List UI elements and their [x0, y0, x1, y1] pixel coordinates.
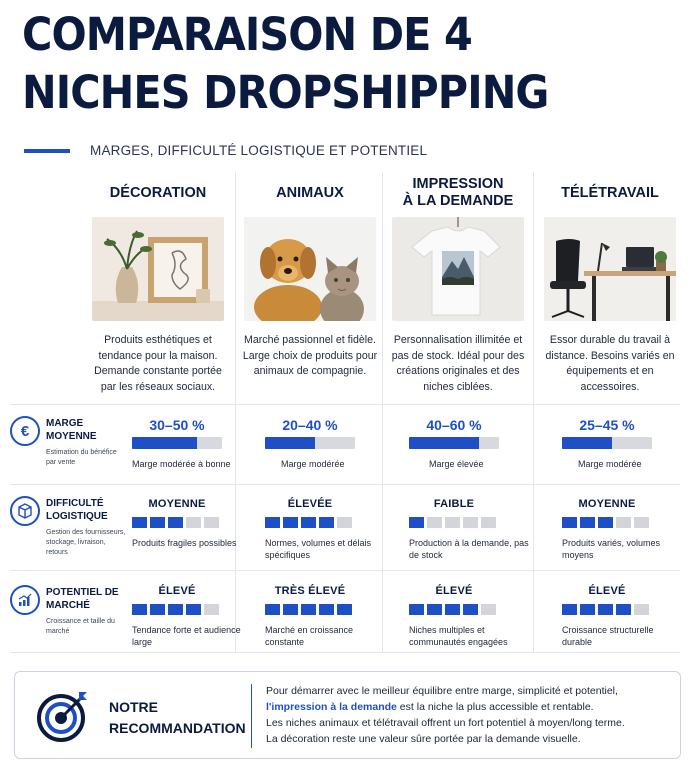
margin-bar-fill — [562, 437, 612, 449]
recommendation-highlight: l'impression à la demande — [266, 701, 397, 713]
rating-square-filled — [409, 517, 424, 528]
margin-cell — [562, 417, 682, 470]
potential-rating — [409, 604, 529, 615]
row-subtitle: Estimation du bénéfice par vente — [46, 449, 117, 466]
rating-square-filled — [463, 604, 478, 615]
logistics-level: MOYENNE — [578, 498, 636, 510]
margin-value: 20–40 % — [282, 417, 338, 433]
margin-note: Marge élevée — [429, 459, 484, 469]
rating-square-filled — [168, 517, 183, 528]
logistics-note: Production à la demande, pas de stock — [409, 538, 529, 560]
margin-bar-fill — [409, 437, 479, 449]
euro-icon: € — [10, 416, 40, 446]
rating-square-filled — [150, 517, 165, 528]
potential-note: Marché en croissance constante — [265, 625, 354, 647]
row-divider — [10, 404, 680, 405]
rating-square-empty — [204, 517, 219, 528]
margin-note: Marge modérée — [578, 459, 642, 469]
recommendation-line — [266, 699, 666, 715]
row-label-logistique — [10, 496, 126, 566]
potential-cell — [132, 585, 252, 648]
niche-title: DÉCORATION — [109, 184, 207, 201]
row-label-potentiel — [10, 585, 122, 645]
rating-square-filled — [301, 604, 316, 615]
niche-description: Personnalisation illimitée et pas de stock. Idéal pour des créations originales et des niches ciblées. — [391, 334, 525, 393]
decoration-photo — [92, 217, 224, 321]
rating-square-filled — [580, 517, 595, 528]
niche-description: Marché passionnel et fidèle. Large choix de produits pour animaux de compagnie. — [242, 334, 378, 377]
logistics-level: MOYENNE — [148, 498, 206, 510]
niche-description: Produits esthétiques et tendance pour la maison. Demande constante portée par les réseaux sociaux. — [94, 334, 222, 393]
row-label-marge — [10, 416, 122, 480]
potential-level: ÉLEVÉ — [158, 585, 196, 597]
rating-square-filled — [319, 604, 334, 615]
rating-square-empty — [634, 517, 649, 528]
row-divider — [10, 484, 680, 485]
margin-cell — [409, 417, 529, 470]
potential-cell — [562, 585, 682, 648]
niche-column-animaux — [236, 172, 384, 380]
logistics-cell — [409, 498, 529, 561]
rating-square-empty — [204, 604, 219, 615]
rating-square-filled — [562, 517, 577, 528]
margin-bar — [132, 437, 222, 449]
rating-square-filled — [168, 604, 183, 615]
rating-square-filled — [427, 604, 442, 615]
rating-square-filled — [409, 604, 424, 615]
margin-value: 25–45 % — [579, 417, 635, 433]
recommendation-line: La décoration reste une valeur sûre portée par la demande visuelle. — [266, 733, 581, 745]
logistics-cell — [132, 498, 252, 549]
rating-square-filled — [616, 604, 631, 615]
logistics-rating — [265, 517, 385, 528]
logistics-level: FAIBLE — [433, 498, 475, 510]
row-subtitle: Croissance et taille du marché — [46, 618, 115, 635]
row-title: MARGE MOYENNE — [46, 418, 97, 442]
niche-column-impression — [384, 172, 532, 395]
margin-note: Marge modérée — [281, 459, 345, 469]
margin-bar-fill — [265, 437, 315, 449]
potential-note: Croissance structurelle durable — [562, 625, 654, 647]
margin-bar-fill — [132, 437, 197, 449]
rating-square-filled — [265, 517, 280, 528]
potential-rating — [265, 604, 385, 615]
rating-square-empty — [427, 517, 442, 528]
rating-square-filled — [598, 604, 613, 615]
rating-square-empty — [463, 517, 478, 528]
niche-title: TÉLÉTRAVAIL — [561, 184, 659, 201]
box-icon — [10, 496, 40, 526]
rating-square-filled — [580, 604, 595, 615]
margin-bar — [265, 437, 355, 449]
chart-icon — [10, 585, 40, 615]
recommendation-text — [266, 683, 666, 747]
margin-note: Marge modérée à bonne — [132, 459, 231, 469]
recommendation-divider — [251, 684, 252, 748]
home-office-desk-photo — [544, 217, 676, 321]
row-divider — [10, 652, 680, 653]
potential-cell — [409, 585, 529, 648]
potential-note: Niches multiples et communautés engagées — [409, 625, 508, 647]
row-title: POTENTIEL DE MARCHÉ — [46, 587, 119, 611]
rating-square-empty — [186, 517, 201, 528]
target-arrow-icon — [35, 688, 91, 744]
rating-square-filled — [445, 604, 460, 615]
potential-cell — [265, 585, 385, 648]
logistics-cell — [265, 498, 385, 561]
rating-square-filled — [186, 604, 201, 615]
margin-bar — [562, 437, 652, 449]
printed-tshirt-photo — [392, 217, 524, 321]
rating-square-filled — [132, 517, 147, 528]
recommendation-line-rest: est la niche la plus accessible et rentable. — [396, 701, 594, 713]
margin-cell — [265, 417, 385, 470]
logistics-rating — [132, 517, 252, 528]
niche-column-teletravail — [536, 172, 684, 395]
subtitle-accent-bar — [24, 149, 70, 153]
rating-square-empty — [481, 517, 496, 528]
row-divider — [10, 570, 680, 571]
logistics-note: Normes, volumes et délais spécifiques — [265, 538, 372, 560]
recommendation-title-text: NOTRE RECOMMANDATION — [109, 699, 246, 736]
row-subtitle: Gestion des fournisseurs, stockage, livraison, retours — [46, 529, 126, 556]
margin-value: 30–50 % — [149, 417, 205, 433]
rating-square-filled — [337, 604, 352, 615]
potential-rating — [132, 604, 252, 615]
logistics-note: Produits fragiles possibles — [132, 538, 237, 548]
rating-square-filled — [132, 604, 147, 615]
rating-square-filled — [283, 517, 298, 528]
column-divider — [533, 172, 534, 652]
dog-and-cat-photo — [244, 217, 376, 321]
logistics-cell — [562, 498, 682, 561]
potential-level: TRÈS ÉLEVÉ — [274, 585, 346, 597]
rating-square-empty — [445, 517, 460, 528]
potential-level: ÉLEVÉ — [588, 585, 626, 597]
margin-bar — [409, 437, 499, 449]
margin-value: 40–60 % — [426, 417, 482, 433]
rating-square-empty — [634, 604, 649, 615]
niche-column-decoration — [84, 172, 232, 395]
logistics-note: Produits variés, volumes moyens — [562, 538, 661, 560]
rating-square-empty — [337, 517, 352, 528]
logistics-rating — [562, 517, 682, 528]
rating-square-empty — [616, 517, 631, 528]
recommendation-title — [109, 697, 246, 739]
rating-square-filled — [319, 517, 334, 528]
logistics-level: ÉLEVÉE — [287, 498, 333, 510]
page-title: COMPARAISON DE 4 NICHES DROPSHIPPING — [22, 8, 549, 119]
rating-square-empty — [481, 604, 496, 615]
margin-cell — [132, 417, 252, 470]
rating-square-filled — [301, 517, 316, 528]
niche-title: ANIMAUX — [276, 184, 344, 201]
rating-square-filled — [150, 604, 165, 615]
niche-title: IMPRESSION À LA DEMANDE — [402, 176, 514, 209]
page-subtitle: MARGES, DIFFICULTÉ LOGISTIQUE ET POTENTIEL — [90, 143, 428, 158]
rating-square-filled — [283, 604, 298, 615]
potential-rating — [562, 604, 682, 615]
rating-square-filled — [562, 604, 577, 615]
logistics-rating — [409, 517, 529, 528]
rating-square-filled — [598, 517, 613, 528]
potential-level: ÉLEVÉ — [435, 585, 473, 597]
niche-description: Essor durable du travail à distance. Besoins variés en équipements et en accessoires. — [545, 334, 675, 393]
recommendation-box — [14, 671, 681, 759]
potential-note: Tendance forte et audience large — [132, 625, 241, 647]
row-title: DIFFICULTÉ LOGISTIQUE — [46, 498, 108, 522]
rating-square-filled — [265, 604, 280, 615]
recommendation-line: Pour démarrer avec le meilleur équilibre entre marge, simplicité et potentiel, — [266, 685, 618, 697]
recommendation-line: Les niches animaux et télétravail offrent un fort potentiel à moyen/long terme. — [266, 717, 625, 729]
